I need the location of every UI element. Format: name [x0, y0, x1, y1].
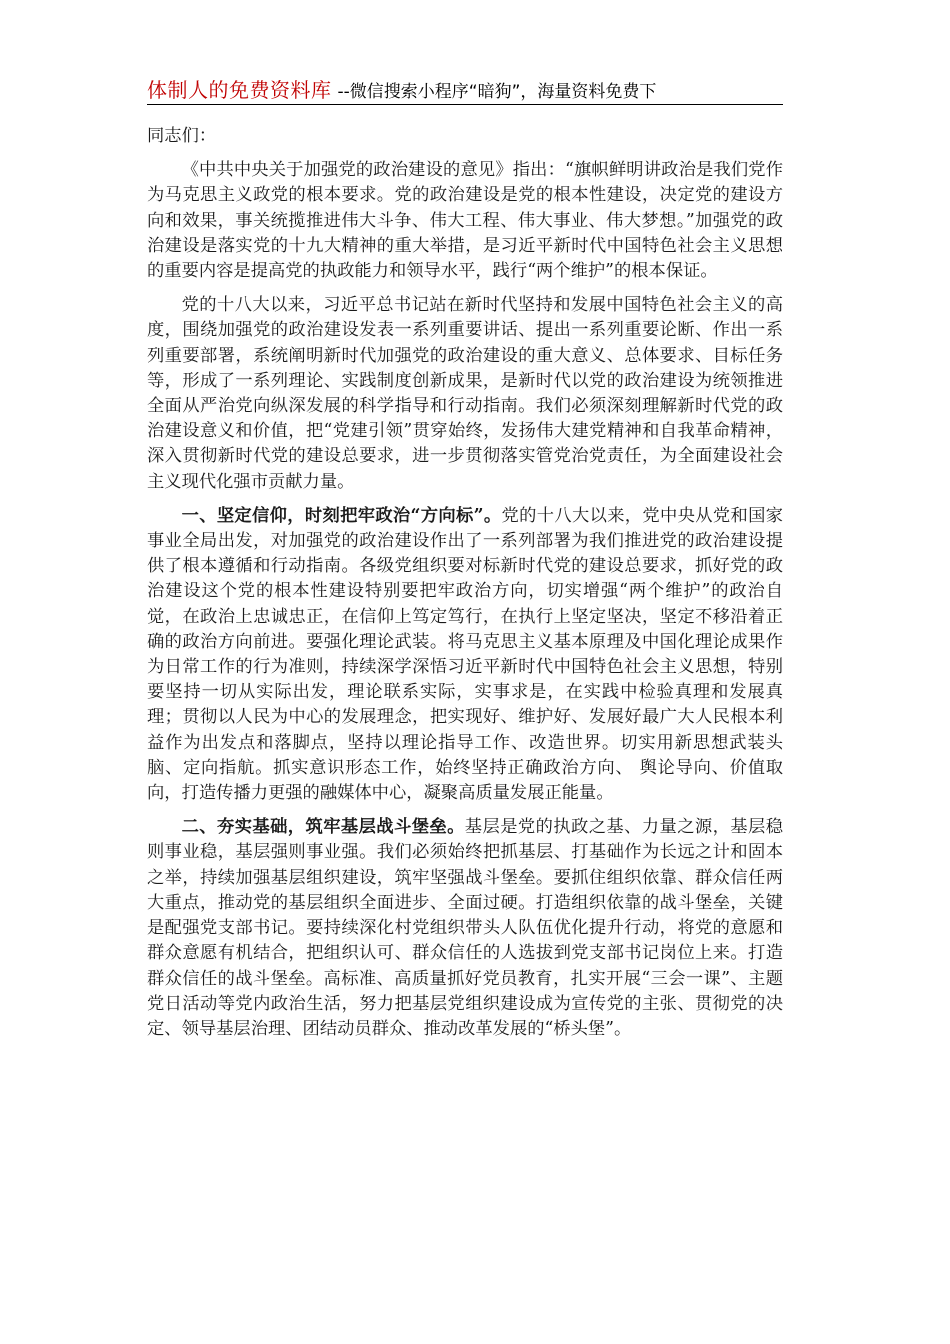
header-brand: 体制人的免费资料库	[147, 78, 332, 102]
section-heading: 二、夯实基础，筑牢基层战斗堡垒。	[181, 817, 465, 838]
section-heading: 一、坚定信仰，时刻把牢政治“方向标”。	[181, 505, 502, 526]
paragraph-intro	[147, 158, 783, 284]
section-two	[147, 815, 783, 1042]
header-subtitle: --微信搜索小程序“暗狗”，海量资料免费下	[337, 82, 657, 102]
paragraph-background	[147, 293, 783, 495]
paragraph-text: 《中共中央关于加强党的政治建设的意见》指出：“旗帜鲜明讲政治是我们党作为马克思主义政党的根本要求。党的政治建设是党的根本性建设，决定党的建设方向和效果，事关统揽推进伟大斗争、伟大工程、伟大事业、伟大梦想。”加强党的政治建设是落实党的十九大精神的重大举措，是习近平新时代中国特色社会主义思想的重要内容是提高党的执政能力和领导水平，践行“两个维护”的根本保证。	[147, 160, 783, 282]
paragraph-text: 党的十八大以来，习近平总书记站在新时代坚持和发展中国特色社会主义的高度，围绕加强党的政治建设发表一系列重要讲话、提出一系列重要论断、作出一系列重要部署，系统阐明新时代加强党的政治建设的重大意义、总体要求、目标任务等，形成了一系列理论、实践制度创新成果，是新时代以党的政治建设为统领推进全面从严治党向纵深发展的科学指导和行动指南。我们必须深刻理解新时代党的政治建设意义和价值，把“党建引领”贯穿始终，发扬伟大建党精神和自我革命精神，深入贯彻新时代党的建设总要求，进一步贯彻落实管党治党责任，为全面建设社会主义现代化强市贡献力量。	[147, 295, 783, 492]
page-header	[147, 74, 783, 105]
section-one	[147, 504, 783, 806]
paragraph-text: 党的十八大以来，党中央从党和国家事业全局出发，对加强党的政治建设作出了一系列部署为我们推进党的政治建设提供了根本遵循和行动指南。各级党组织要对标新时代党的建设总要求，抓好党的政治建设这个党的根本性建设特别要把牢政治方向，切实增强“两个维护”的政治自觉，在政治上忠诚忠正，在信仰上笃定笃行，在执行上坚定坚决，坚定不移沿着正确的政治方向前进。要强化理论武装。将马克思主义基本原理及中国化理论成果作为日常工作的行为准则，持续深学深悟习近平新时代中国特色社会主义思想，特别要坚持一切从实际出发，理论联系实际，实事求是，在实践中检验真理和发展真理；贯彻以人民为中心的发展理念，把实现好、维护好、发展好最广大人民根本利益作为出发点和落脚点，坚持以理论指导工作、改造世界。切实用新思想武装头脑、定向指航。抓实意识形态工作，始终坚持正确政治方向、 舆论导向、价值取向，打造传播力更强的融媒体中心，凝聚高质量发展正能量。	[147, 505, 783, 804]
document-body	[147, 124, 783, 1051]
salutation: 同志们：	[147, 126, 217, 146]
paragraph-text: 基层是党的执政之基、力量之源，基层稳则事业稳，基层强则事业强。我们必须始终把抓基层、打基础作为长远之计和固本之举，持续加强基层组织建设，筑牢坚强战斗堡垒。要抓住组织依靠、群众信任两大重点，推动党的基层组织全面进步、全面过硬。打造组织依靠的战斗堡垒，关键是配强党支部书记。要持续深化村党组织带头人队伍优化提升行动，将党的意愿和群众意愿有机结合，把组织认可、群众信任的人选拔到党支部书记岗位上来。打造群众信任的战斗堡垒。高标准、高质量抓好党员教育，扎实开展“三会一课”、主题党日活动等党内政治生活，努力把基层党组织建设成为宣传党的主张、贯彻党的决定、领导基层治理、团结动员群众、推动改革发展的“桥头堡”。	[147, 817, 783, 1039]
